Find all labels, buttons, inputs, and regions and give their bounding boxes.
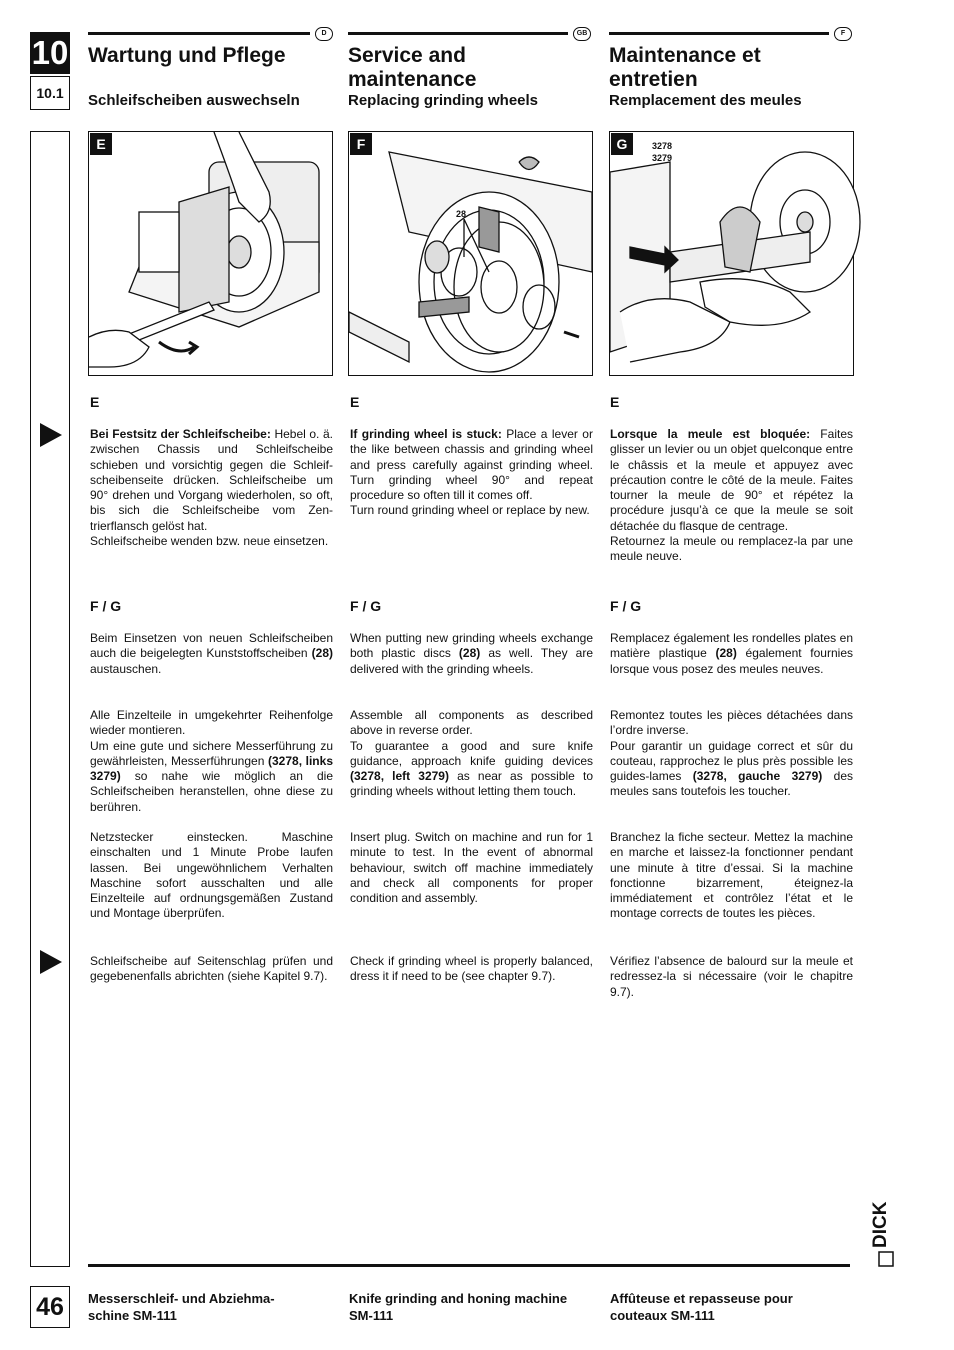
paragraph-e-gb: If grinding wheel is stuck: Place a lever or the like between chassis and grinding wheel and press carefully against grinding wheel. Turn grinding wheel 90° and repeat procedure so often till it comes off. Turn round grinding wheel or replace by new. xyxy=(350,427,593,518)
figure-g xyxy=(609,131,854,376)
footer-de: Messerschleif- und Abziehmaschine SM-111 xyxy=(88,1291,275,1323)
paragraph-fg1-fr: Remplacez également les rondelles plates en matière plastique (28) également fournies lorsque vous posez des meules neuves. xyxy=(610,631,853,676)
heading-fr: Maintenance et entretien xyxy=(609,44,761,91)
figure-e xyxy=(88,131,333,376)
heading-de: Wartung und Pflege xyxy=(88,44,286,67)
lang-tag-gb: GB xyxy=(573,27,591,41)
section-label-fg: F / G xyxy=(350,598,382,614)
subheading-de: Schleifscheiben auswechseln xyxy=(88,92,300,109)
figure-callout: 28 xyxy=(456,209,467,219)
page-number: 46 xyxy=(30,1286,70,1328)
section-number: 10.1 xyxy=(30,76,70,110)
side-rail xyxy=(30,131,70,1267)
figure-callout: 3278 3279 xyxy=(652,141,673,163)
paragraph-fg2-gb: Assemble all components as described above in reverse order. To guarantee a good and sure knife guidance, approach knife guiding devices (3278, left 3279) as near as possible to grinding wheels without letting them touch. xyxy=(350,708,593,799)
subheading-fr: Remplacement des meules xyxy=(609,92,802,109)
paragraph-fg4-gb: Check if grinding wheel is properly balanced, dress it if need to be (see chapter 9.7). xyxy=(350,954,593,984)
lang-tag-de: D xyxy=(315,27,333,41)
knife-guide-illustration xyxy=(610,132,853,375)
paragraph-fg3-gb: Insert plug. Switch on machine and run for 1 minute to test. In the event of abnormal behaviour, switch off machine immediately and check all components for proper condition and assembly. xyxy=(350,830,593,906)
section-label-fg: F / G xyxy=(90,598,122,614)
column-rule xyxy=(348,32,568,35)
wheel-exploded-illustration xyxy=(349,132,592,375)
warning-arrow-icon xyxy=(40,950,62,974)
column-rule xyxy=(609,32,829,35)
figure-f xyxy=(348,131,593,376)
warning-arrow-icon xyxy=(40,423,62,447)
paragraph-fg4-fr: Vérifiez l’absence de balourd sur la meule et redressez-la si nécessaire (voir le chapitre 9.7). xyxy=(610,954,853,999)
section-label-fg: F / G xyxy=(610,598,642,614)
figure-label: F xyxy=(350,133,372,155)
grinder-lever-illustration xyxy=(89,132,332,375)
lang-tag-fr: F xyxy=(834,27,852,41)
paragraph-e-de: Bei Festsitz der Schleifscheibe: Hebel o. ä. zwischen Chassis und Schleifscheibe schieben und vorsichtig gegen die Schleifscheibenseite drücken. Schleifscheibe um 90° drehen und Vorgang wiederholen, so oft, bis sich die Schleifscheibe vom Zentrierflansch gelöst hat. Schleifscheibe wenden bzw. neue einsetzen. xyxy=(90,427,333,549)
chapter-number: 10 xyxy=(30,32,70,74)
heading-gb: Service and maintenance xyxy=(348,44,477,91)
dick-logo xyxy=(870,1190,896,1270)
paragraph-fg1-gb: When putting new grinding wheels exchange both plastic discs (28) as well. They are delivered with the grinding wheels. xyxy=(350,631,593,676)
logo-text: DICK xyxy=(870,1201,891,1248)
section-label-e: E xyxy=(90,394,100,410)
column-rule xyxy=(88,32,310,35)
paragraph-fg4-de: Schleifscheibe auf Seitenschlag prüfen und gegebenenfalls abrichten (siehe Kapitel 9.7). xyxy=(90,954,333,984)
paragraph-fg3-fr: Branchez la fiche secteur. Mettez la machine en marche et laissez-la fonctionner pendant une minute à titre d’essai. Si la machine fonctionne bizarrement, éteignez-la immédiatement et contrôlez l’état et le montage corrects de toutes les pièces. xyxy=(610,830,853,921)
subheading-gb: Replacing grinding wheels xyxy=(348,92,539,109)
paragraph-e-fr: Lorsque la meule est bloquée: Faites glisser un levier ou un objet quelconque entre le châssis et la meule et appuyez avec précaution contre le côté de la meule. Faites tourner la meule de 90° et répétez la procédure jusqu’à ce que la meule se soit détachée du flasque de centrage. Retournez la meule ou remplacez-la par une meule neuve. xyxy=(610,427,853,564)
section-label-e: E xyxy=(350,394,360,410)
footer-gb: Knife grinding and honing machine SM-111 xyxy=(349,1291,568,1323)
paragraph-fg2-fr: Remontez toutes les pièces détachées dans l’ordre inverse. Pour garantir un guidage correct et sûr du couteau, rapprochez le plus près possible les guides-lames (3278, gauche 3279) des meules sans toutefois les toucher. xyxy=(610,708,853,799)
footer-rule xyxy=(88,1264,850,1267)
paragraph-fg2-de: Alle Einzelteile in umgekehrter Reihenfolge wieder montieren. Um eine gute und sichere Messerführung zu gewährleisten, Messerführungen (3278, links 3279) so nahe wie möglich an die Schleifscheiben heranstellen, ohne diese zu berühren. xyxy=(90,708,333,814)
paragraph-fg3-de: Netzstecker einstecken. Maschine einschalten und 1 Minute Probe laufen lassen. Bei ungewöhnlichem Verhalten Maschine sofort ausschalten und alle Einzelteile auf ordnungsgemäßen Zustand und Montage überprüfen. xyxy=(90,830,333,921)
figure-label: E xyxy=(90,133,112,155)
footer-fr: Affûteuse et repasseuse pour couteaux SM-111 xyxy=(610,1291,793,1323)
section-label-e: E xyxy=(610,394,620,410)
figure-label: G xyxy=(611,133,633,155)
paragraph-fg1-de: Beim Einsetzen von neuen Schleifscheiben auch die beigelegten Kunststoffscheiben (28) austauschen. xyxy=(90,631,333,676)
